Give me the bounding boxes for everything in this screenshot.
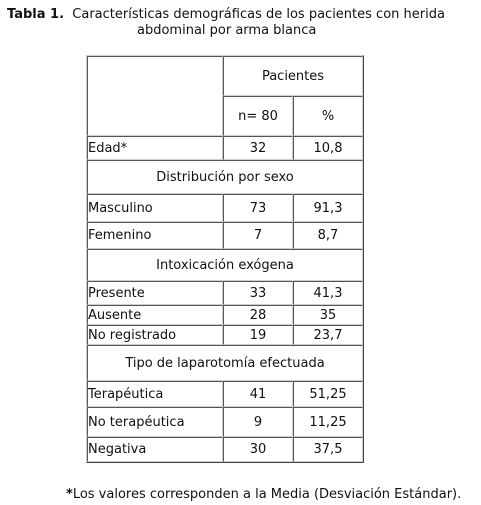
- row-n: 32: [223, 136, 293, 160]
- row-n: 28: [223, 305, 293, 325]
- row-pct: 91,3: [293, 194, 363, 222]
- percent-column-header: %: [293, 96, 363, 136]
- row-label: No terapéutica: [87, 407, 223, 437]
- row-label: Masculino: [87, 194, 223, 222]
- section-header-laparotomy: Tipo de laparotomía efectuada: [87, 345, 363, 381]
- row-pct: 51,25: [293, 381, 363, 407]
- footnote-asterisk: *: [66, 487, 73, 502]
- caption-title-line2: abdominal por arma blanca: [137, 23, 317, 38]
- empty-corner-cell: [87, 56, 223, 136]
- row-pct: 37,5: [293, 437, 363, 462]
- row-n: 41: [223, 381, 293, 407]
- table-row: [87, 194, 363, 222]
- row-pct: 8,7: [293, 222, 363, 249]
- row-n: 9: [223, 407, 293, 437]
- section-header-intoxication: Intoxicación exógena: [87, 249, 363, 281]
- row-n: 30: [223, 437, 293, 462]
- row-label: Terapéutica: [87, 381, 223, 407]
- table-row: [87, 407, 363, 437]
- table-row: [87, 281, 363, 305]
- row-pct: 35: [293, 305, 363, 325]
- row-label: Edad*: [87, 136, 223, 160]
- table-row: [87, 136, 363, 160]
- row-label: Negativa: [87, 437, 223, 462]
- row-pct: 23,7: [293, 325, 363, 345]
- table-footnote: [66, 487, 461, 502]
- table-row: [87, 381, 363, 407]
- table-row: [87, 325, 363, 345]
- row-n: 19: [223, 325, 293, 345]
- demographics-table: [86, 55, 364, 463]
- row-pct: 10,8: [293, 136, 363, 160]
- caption-label: Tabla 1.: [7, 7, 65, 22]
- row-label: No registrado: [87, 325, 223, 345]
- footnote-text: Los valores corresponden a la Media (Desviación Estándar).: [72, 487, 462, 502]
- row-pct: 11,25: [293, 407, 363, 437]
- table-row: [87, 437, 363, 462]
- row-label: Femenino: [87, 222, 223, 249]
- row-label: Presente: [87, 281, 223, 305]
- row-n: 7: [223, 222, 293, 249]
- table-row: [87, 305, 363, 325]
- row-n: 73: [223, 194, 293, 222]
- caption-title-line1: Características demográficas de los pacientes con herida: [72, 7, 445, 22]
- table-caption: [7, 7, 479, 39]
- table-row: [87, 222, 363, 249]
- row-pct: 41,3: [293, 281, 363, 305]
- n-column-header: n= 80: [223, 96, 293, 136]
- row-label: Ausente: [87, 305, 223, 325]
- section-header-sex: Distribución por sexo: [87, 160, 363, 194]
- row-n: 33: [223, 281, 293, 305]
- patients-header: Pacientes: [223, 56, 363, 96]
